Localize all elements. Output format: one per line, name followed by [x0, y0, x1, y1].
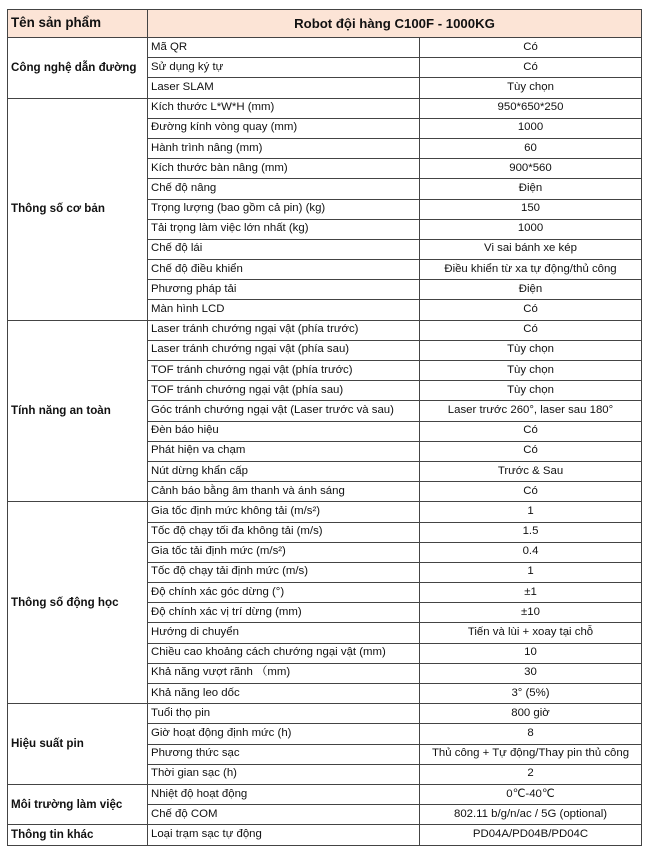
value-cell: 950*650*250 — [420, 98, 642, 118]
value-cell: 0.4 — [420, 542, 642, 562]
category-cell: Môi trường làm việc — [8, 784, 148, 824]
parameter-cell: Thời gian sạc (h) — [148, 764, 420, 784]
category-cell: Tính năng an toàn — [8, 320, 148, 502]
spec-table — [7, 9, 642, 846]
value-cell: ±1 — [420, 583, 642, 603]
value-cell: 1000 — [420, 118, 642, 138]
spec-row — [8, 320, 642, 340]
value-cell: Điều khiển từ xa tự động/thủ công — [420, 260, 642, 280]
spec-body — [8, 38, 642, 846]
parameter-cell: Khả năng leo dốc — [148, 684, 420, 704]
value-cell: Tùy chọn — [420, 361, 642, 381]
value-cell: Tùy chọn — [420, 78, 642, 98]
parameter-cell: Kích thước bàn nâng (mm) — [148, 159, 420, 179]
parameter-cell: Tuổi thọ pin — [148, 704, 420, 724]
value-cell: Laser trước 260°, laser sau 180° — [420, 401, 642, 421]
value-cell: Có — [420, 320, 642, 340]
parameter-cell: Mã QR — [148, 38, 420, 58]
value-cell: 10 — [420, 643, 642, 663]
value-cell: 802.11 b/g/n/ac / 5G (optional) — [420, 805, 642, 825]
value-cell: 60 — [420, 138, 642, 158]
parameter-cell: Sử dụng ký tự — [148, 58, 420, 78]
product-name-label: Tên sản phẩm — [8, 10, 148, 38]
category-cell: Thông số động học — [8, 502, 148, 704]
value-cell: Tiến và lùi + xoay tại chỗ — [420, 623, 642, 643]
value-cell: 30 — [420, 663, 642, 683]
value-cell: Tùy chọn — [420, 381, 642, 401]
parameter-cell: Laser tránh chướng ngại vật (phía trước) — [148, 320, 420, 340]
value-cell: Vi sai bánh xe kép — [420, 239, 642, 259]
value-cell: 3° (5%) — [420, 684, 642, 704]
value-cell: Có — [420, 300, 642, 320]
parameter-cell: Tải trọng làm việc lớn nhất (kg) — [148, 219, 420, 239]
spec-row — [8, 825, 642, 845]
category-cell: Thông số cơ bản — [8, 98, 148, 320]
value-cell: Tùy chọn — [420, 340, 642, 360]
parameter-cell: Chế độ nâng — [148, 179, 420, 199]
parameter-cell: Phương pháp tải — [148, 280, 420, 300]
category-cell: Hiệu suất pin — [8, 704, 148, 785]
parameter-cell: Đèn báo hiệu — [148, 421, 420, 441]
value-cell: 1.5 — [420, 522, 642, 542]
spec-row — [8, 38, 642, 58]
value-cell: 900*560 — [420, 159, 642, 179]
parameter-cell: TOF tránh chướng ngại vật (phía trước) — [148, 361, 420, 381]
value-cell: Điện — [420, 280, 642, 300]
parameter-cell: Gia tốc định mức không tải (m/s²) — [148, 502, 420, 522]
parameter-cell: TOF tránh chướng ngại vật (phía sau) — [148, 381, 420, 401]
parameter-cell: Chế độ lái — [148, 239, 420, 259]
value-cell: Điện — [420, 179, 642, 199]
parameter-cell: Laser tránh chướng ngại vật (phía sau) — [148, 340, 420, 360]
parameter-cell: Nhiệt độ hoạt động — [148, 784, 420, 804]
product-name: Robot đội hàng C100F - 1000KG — [148, 10, 642, 38]
parameter-cell: Giờ hoạt động định mức (h) — [148, 724, 420, 744]
value-cell: Trước & Sau — [420, 461, 642, 481]
value-cell: Có — [420, 58, 642, 78]
parameter-cell: Độ chính xác vị trí dừng (mm) — [148, 603, 420, 623]
value-cell: 1 — [420, 562, 642, 582]
value-cell: Có — [420, 38, 642, 58]
parameter-cell: Chiều cao khoảng cách chướng ngại vật (mm) — [148, 643, 420, 663]
parameter-cell: Loại trạm sạc tự động — [148, 825, 420, 845]
value-cell: Thủ công + Tự động/Thay pin thủ công — [420, 744, 642, 764]
parameter-cell: Độ chính xác góc dừng (°) — [148, 583, 420, 603]
parameter-cell: Tốc độ chạy tải định mức (m/s) — [148, 562, 420, 582]
value-cell: 0℃-40℃ — [420, 784, 642, 804]
spec-row — [8, 704, 642, 724]
parameter-cell: Trọng lượng (bao gồm cả pin) (kg) — [148, 199, 420, 219]
parameter-cell: Phát hiện va chạm — [148, 441, 420, 461]
parameter-cell: Gia tốc tải định mức (m/s²) — [148, 542, 420, 562]
value-cell: 1 — [420, 502, 642, 522]
parameter-cell: Laser SLAM — [148, 78, 420, 98]
parameter-cell: Hành trình nâng (mm) — [148, 138, 420, 158]
value-cell: Có — [420, 482, 642, 502]
value-cell: ±10 — [420, 603, 642, 623]
parameter-cell: Màn hình LCD — [148, 300, 420, 320]
value-cell: 2 — [420, 764, 642, 784]
spec-row — [8, 784, 642, 804]
parameter-cell: Đường kính vòng quay (mm) — [148, 118, 420, 138]
value-cell: 800 giờ — [420, 704, 642, 724]
parameter-cell: Phương thức sạc — [148, 744, 420, 764]
value-cell: 150 — [420, 199, 642, 219]
value-cell: 8 — [420, 724, 642, 744]
parameter-cell: Chế độ COM — [148, 805, 420, 825]
spec-row — [8, 98, 642, 118]
parameter-cell: Cảnh báo bằng âm thanh và ánh sáng — [148, 482, 420, 502]
parameter-cell: Nút dừng khẩn cấp — [148, 461, 420, 481]
parameter-cell: Khả năng vượt rãnh （mm) — [148, 663, 420, 683]
parameter-cell: Kích thước L*W*H (mm) — [148, 98, 420, 118]
value-cell: Có — [420, 421, 642, 441]
value-cell: 1000 — [420, 219, 642, 239]
spec-row — [8, 502, 642, 522]
category-cell: Công nghệ dẫn đường — [8, 38, 148, 99]
parameter-cell: Góc tránh chướng ngại vật (Laser trước và sau) — [148, 401, 420, 421]
category-cell: Thông tin khác — [8, 825, 148, 845]
parameter-cell: Hướng di chuyển — [148, 623, 420, 643]
parameter-cell: Tốc độ chạy tối đa không tải (m/s) — [148, 522, 420, 542]
value-cell: Có — [420, 441, 642, 461]
header-row — [8, 10, 642, 38]
parameter-cell: Chế độ điều khiển — [148, 260, 420, 280]
value-cell: PD04A/PD04B/PD04C — [420, 825, 642, 845]
